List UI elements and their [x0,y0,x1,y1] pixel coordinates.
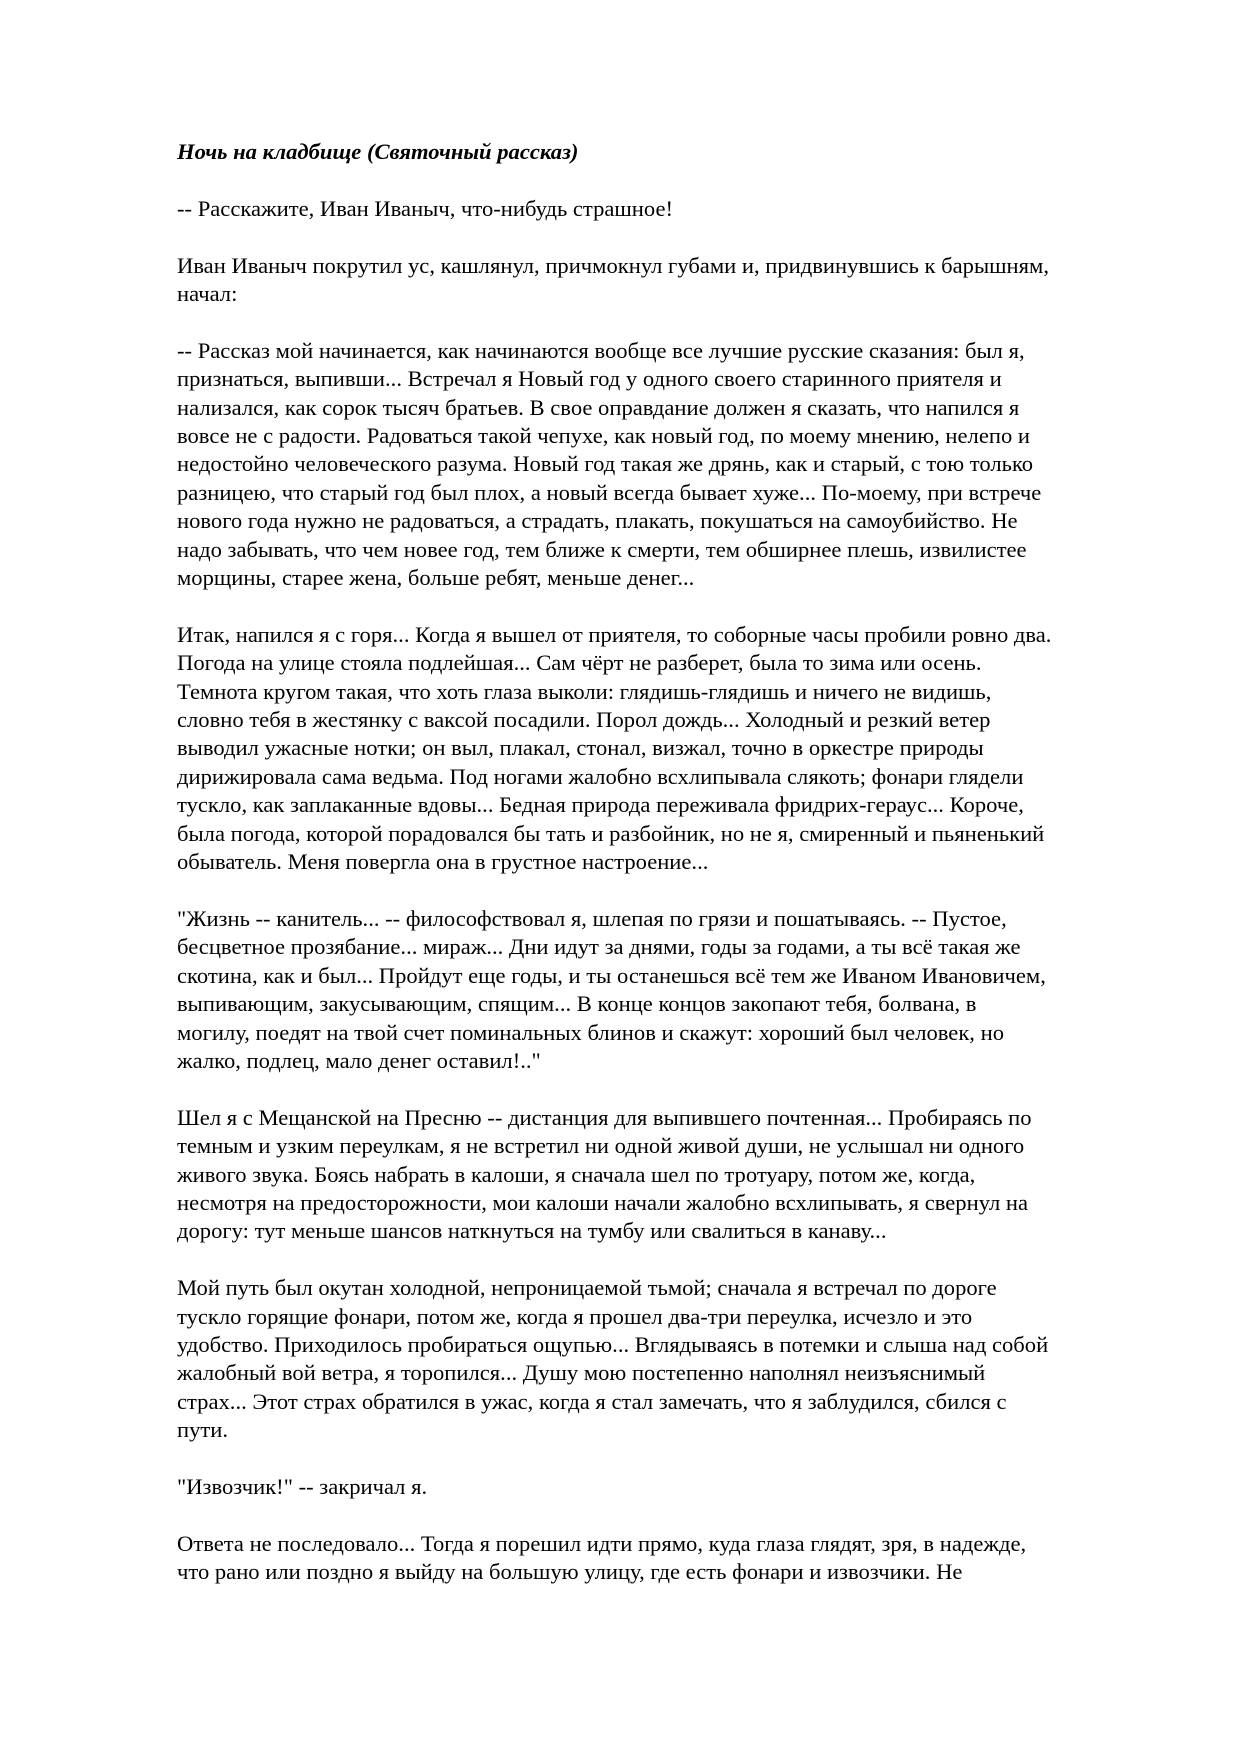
paragraph: Иван Иваныч покрутил ус, кашлянул, причмокнул губами и, придвинувшись к барышням, начал: [177,252,1049,306]
paragraph: Мой путь был окутан холодной, непроницаемой тьмой; сначала я встречал по дороге тускло горящие фонари, потом же, когда я прошел два-три переулка, исчезло и это удобство. Приходилось пробираться ощупью... Вглядываясь в потемки и слыша над собой жалобный вой ветра, я торопился... Душу мою постепенно наполнял неизъяснимый страх... Этот страх обратился в ужас, когда я стал замечать, что я заблудился, сбился с пути. [177,1275,1049,1443]
paragraph: Итак, напился я с горя... Когда я вышел от приятеля, то соборные часы пробили ровно два. Погода на улице стояла подлейшая... Сам чёрт не разберет, была то зима или осень. Темнота кругом такая, что хоть глаза выколи: глядишь-глядишь и ничего не видишь, словно тебя в жестянку с ваксой посадили. Порол дождь... Холодный и резкий ветер выводил ужасные нотки; он выл, плакал, стонал, визжал, точно в оркестре природы дирижировала сама ведьма. Под ногами жалобно всхлипывала слякоть; фонари глядели тускло, как заплаканные вдовы... Бедная природа переживала фридрих-гераус... Короче, была погода, которой порадовался бы тать и разбойник, но не я, смиренный и пьяненький обыватель. Меня повергла она в грустное настроение... [177,621,1052,875]
document-title: Ночь на кладбище (Святочный рассказ) [177,139,579,164]
paragraph: -- Расскажите, Иван Иваныч, что-нибудь страшное! [177,195,674,221]
paragraph: "Жизнь -- канитель... -- философствовал я, шлепая по грязи и пошатываясь. -- Пустое, бесцветное прозябание... мираж... Дни идут за днями, годы за годами, а ты всё такая же скотина, как и был... Пройдут еще годы, и ты останешься всё тем же Иваном Ивановичем, выпивающим, закусывающим, спящим... В конце концов закопают тебя, болвана, в могилу, поедят на твой счет поминальных блинов и скажут: хороший был человек, но жалко, подлец, мало денег оставил!.." [177,905,1046,1073]
paragraph: "Извозчик!" -- закричал я. [177,1473,428,1499]
document-page [177,138,1157,1615]
paragraph: Шел я с Мещанской на Пресню -- дистанция для выпившего почтенная... Пробираясь по темным и узким переулкам, я не встретил ни одной живой души, не услышал ни одного живого звука. Боясь набрать в калоши, я сначала шел по тротуару, потом же, когда, несмотря на предосторожности, мои калоши начали жалобно всхлипывать, я свернул на дорогу: тут меньше шансов наткнуться на тумбу или свалиться в канаву... [177,1104,1032,1244]
paragraph: Ответа не последовало... Тогда я порешил идти прямо, куда глаза глядят, зря, в надежде, что рано или поздно я выйду на большую улицу, где есть фонари и извозчики. Не [177,1530,1027,1585]
paragraph: -- Рассказ мой начинается, как начинаются вообще все лучшие русские сказания: был я, признаться, выпивши... Встречал я Новый год у одного своего старинного приятеля и нализался, как сорок тысяч братьев. В свое оправдание должен я сказать, что напился я вовсе не с радости. Радоваться такой чепухе, как новый год, по моему мнению, нелепо и недостойно человеческого разума. Новый год такая же дрянь, как и старый, с тою только разницею, что старый год был плох, а новый всегда бывает хуже... По-моему, при встрече нового года нужно не радоваться, а страдать, плакать, покушаться на самоубийство. Не надо забывать, что чем новее год, тем ближе к смерти, тем обширнее плешь, извилистее морщины, старее жена, больше ребят, меньше денег... [177,337,1042,591]
